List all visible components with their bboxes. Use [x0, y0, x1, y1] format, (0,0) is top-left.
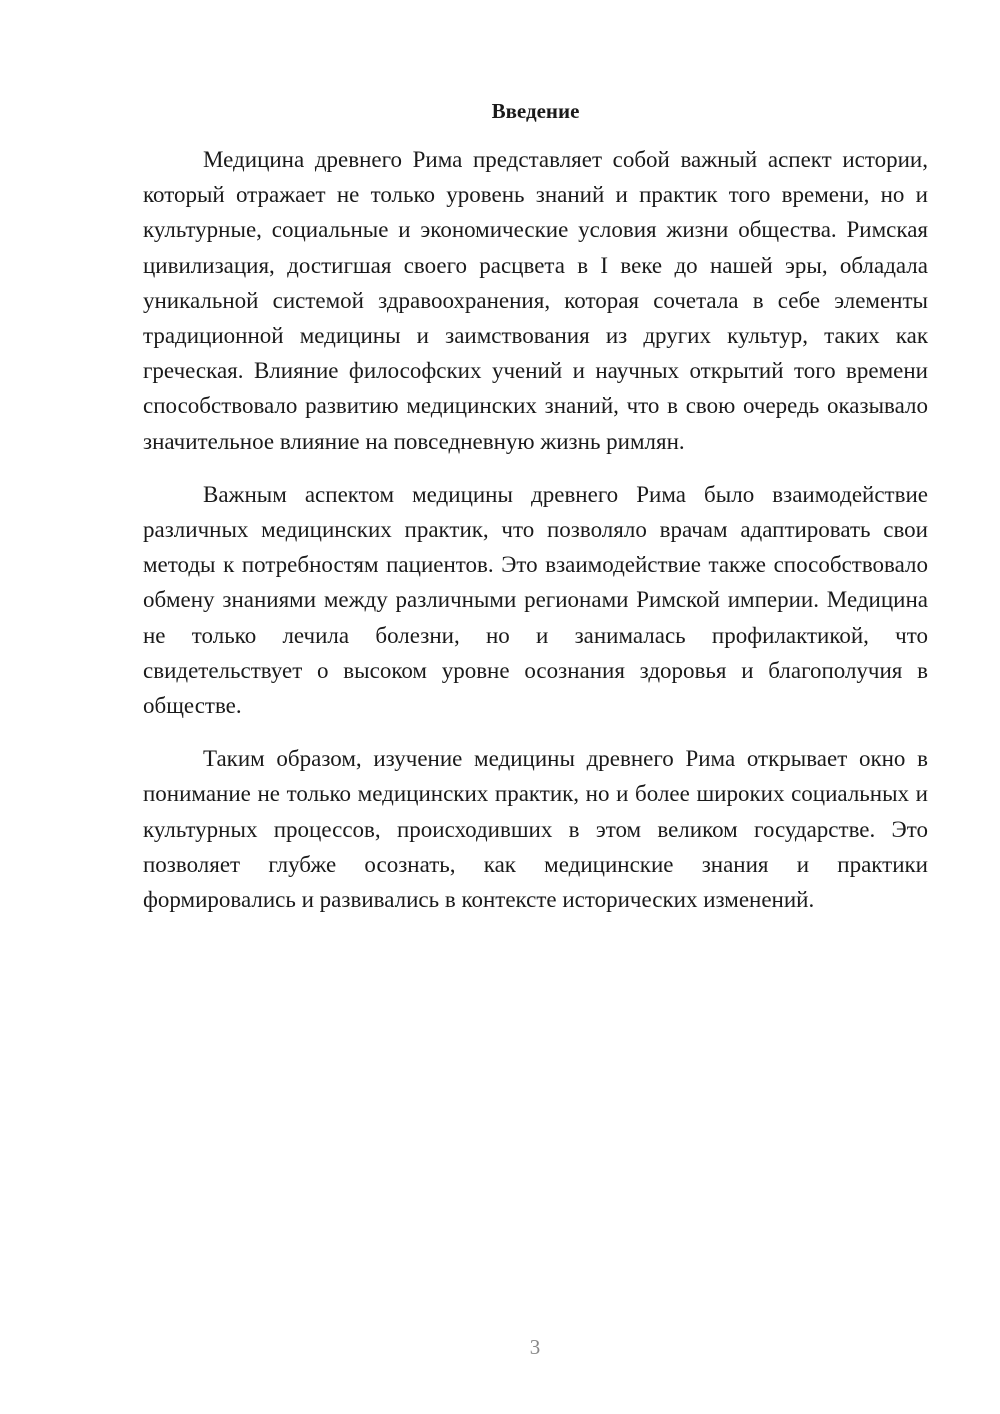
- paragraph-2: Важным аспектом медицины древнего Рима было взаимодействие различных медицинских практик, что позволяло врачам адаптировать свои методы к потребностям пациентов. Это взаимодействие также способствовало обмену знаниями между различными регионами Римской империи. Медицина не только лечила болезни, но и занималась профилактикой, что свидетельствует о высоком уровне осознания здоровья и благополучия в обществе.: [143, 481, 928, 719]
- section-title: Введение: [491, 99, 580, 123]
- page-number: 3: [529, 1335, 541, 1359]
- paragraph-3: Таким образом, изучение медицины древнего Рима открывает окно в понимание не только медицинских практик, но и более широких социальных и культурных процессов, происходивших в этом великом государстве. Это позволяет глубже осознать, как медицинские знания и практики формировались и развивались в контексте исторических изменений.: [143, 746, 928, 913]
- paragraph-1: Медицина древнего Рима представляет собой важный аспект истории, который отражает не только уровень знаний и практик того времени, но и культурные, социальные и экономические условия жизни общества. Римская цивилизация, достигшая своего расцвета в I веке до нашей эры, обладала уникальной системой здравоохранения, которая сочетала в себе элементы традиционной медицины и заимствования из других культур, таких как греческая. Влияние философских учений и научных открытий того времени способствовало развитию медицинских знаний, что в свою очередь оказывало значительное влияние на повседневную жизнь римлян.: [143, 147, 928, 454]
- document-body: [143, 142, 928, 917]
